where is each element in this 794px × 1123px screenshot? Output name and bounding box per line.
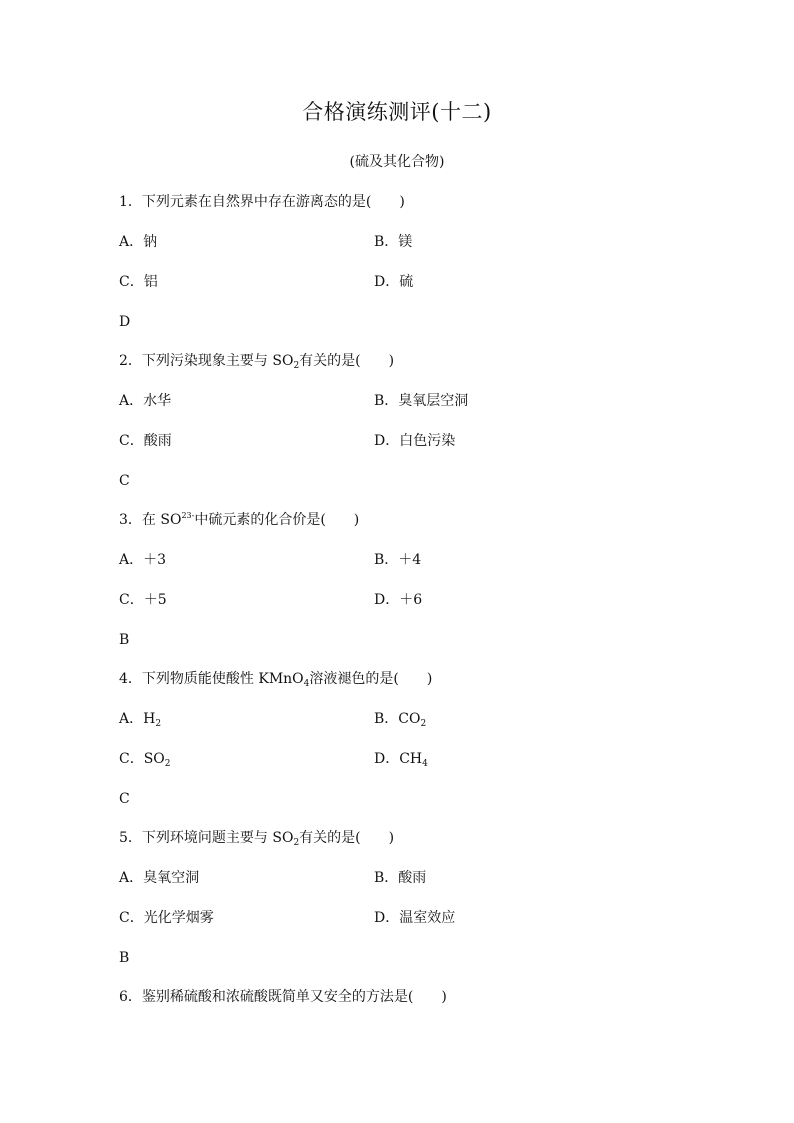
question-1-option-d: D．硫	[374, 274, 414, 290]
question-2-option-c: C．酸雨	[119, 433, 172, 449]
question-1-option-a: A．钠	[119, 234, 158, 250]
question-1-option-c: C．铝	[119, 274, 158, 290]
question-4-stem: 4．下列物质能使酸性 KMnO$_4$溶液褪色的是( )	[119, 671, 433, 689]
question-4-option-a: A．$H_2$	[119, 711, 162, 729]
question-1-option-b: B．镁	[374, 234, 413, 250]
question-4-option-d: D．$CH_4$	[374, 751, 428, 769]
question-3-stem: 3．在 $SO^{23-}$中硫元素的化合价是( )	[119, 511, 360, 528]
question-3-option-c: C．＋5	[119, 592, 167, 608]
question-5-option-b: B．酸雨	[374, 870, 427, 886]
question-5-option-a: A．臭氧空洞	[119, 870, 200, 886]
question-3-answer: B	[119, 632, 130, 648]
question-2-option-b: B．臭氧层空洞	[374, 393, 469, 409]
question-1-stem: 1．下列元素在自然界中存在游离态的是( )	[119, 194, 405, 210]
question-2-stem: 2．下列污染现象主要与 $SO_2$有关的是( )	[119, 353, 395, 371]
question-1-answer: D	[119, 314, 131, 330]
question-3-option-d: D．＋6	[374, 592, 423, 608]
question-4-option-b: B．$CO_2$	[374, 711, 427, 729]
question-2-option-a: A．水华	[119, 393, 172, 409]
question-4-option-c: C．$SO_2$	[119, 751, 171, 769]
question-5-option-d: D．温室效应	[374, 910, 456, 926]
page-subtitle: (硫及其化合物)	[349, 154, 445, 170]
question-6-stem: 6．鉴别稀硫酸和浓硫酸既简单又安全的方法是( )	[119, 989, 447, 1005]
question-3-option-a: A．＋3	[119, 552, 167, 568]
question-5-option-c: C．光化学烟雾	[119, 910, 214, 926]
question-4-answer: C	[119, 791, 130, 807]
question-3-option-b: B．＋4	[374, 552, 422, 568]
question-5-answer: B	[119, 950, 130, 966]
question-2-option-d: D．白色污染	[374, 433, 456, 449]
page-title: 合格演练测评(十二)	[302, 100, 492, 124]
question-5-stem: 5．下列环境问题主要与 $SO_2$有关的是( )	[119, 830, 395, 848]
question-2-answer: C	[119, 473, 130, 489]
